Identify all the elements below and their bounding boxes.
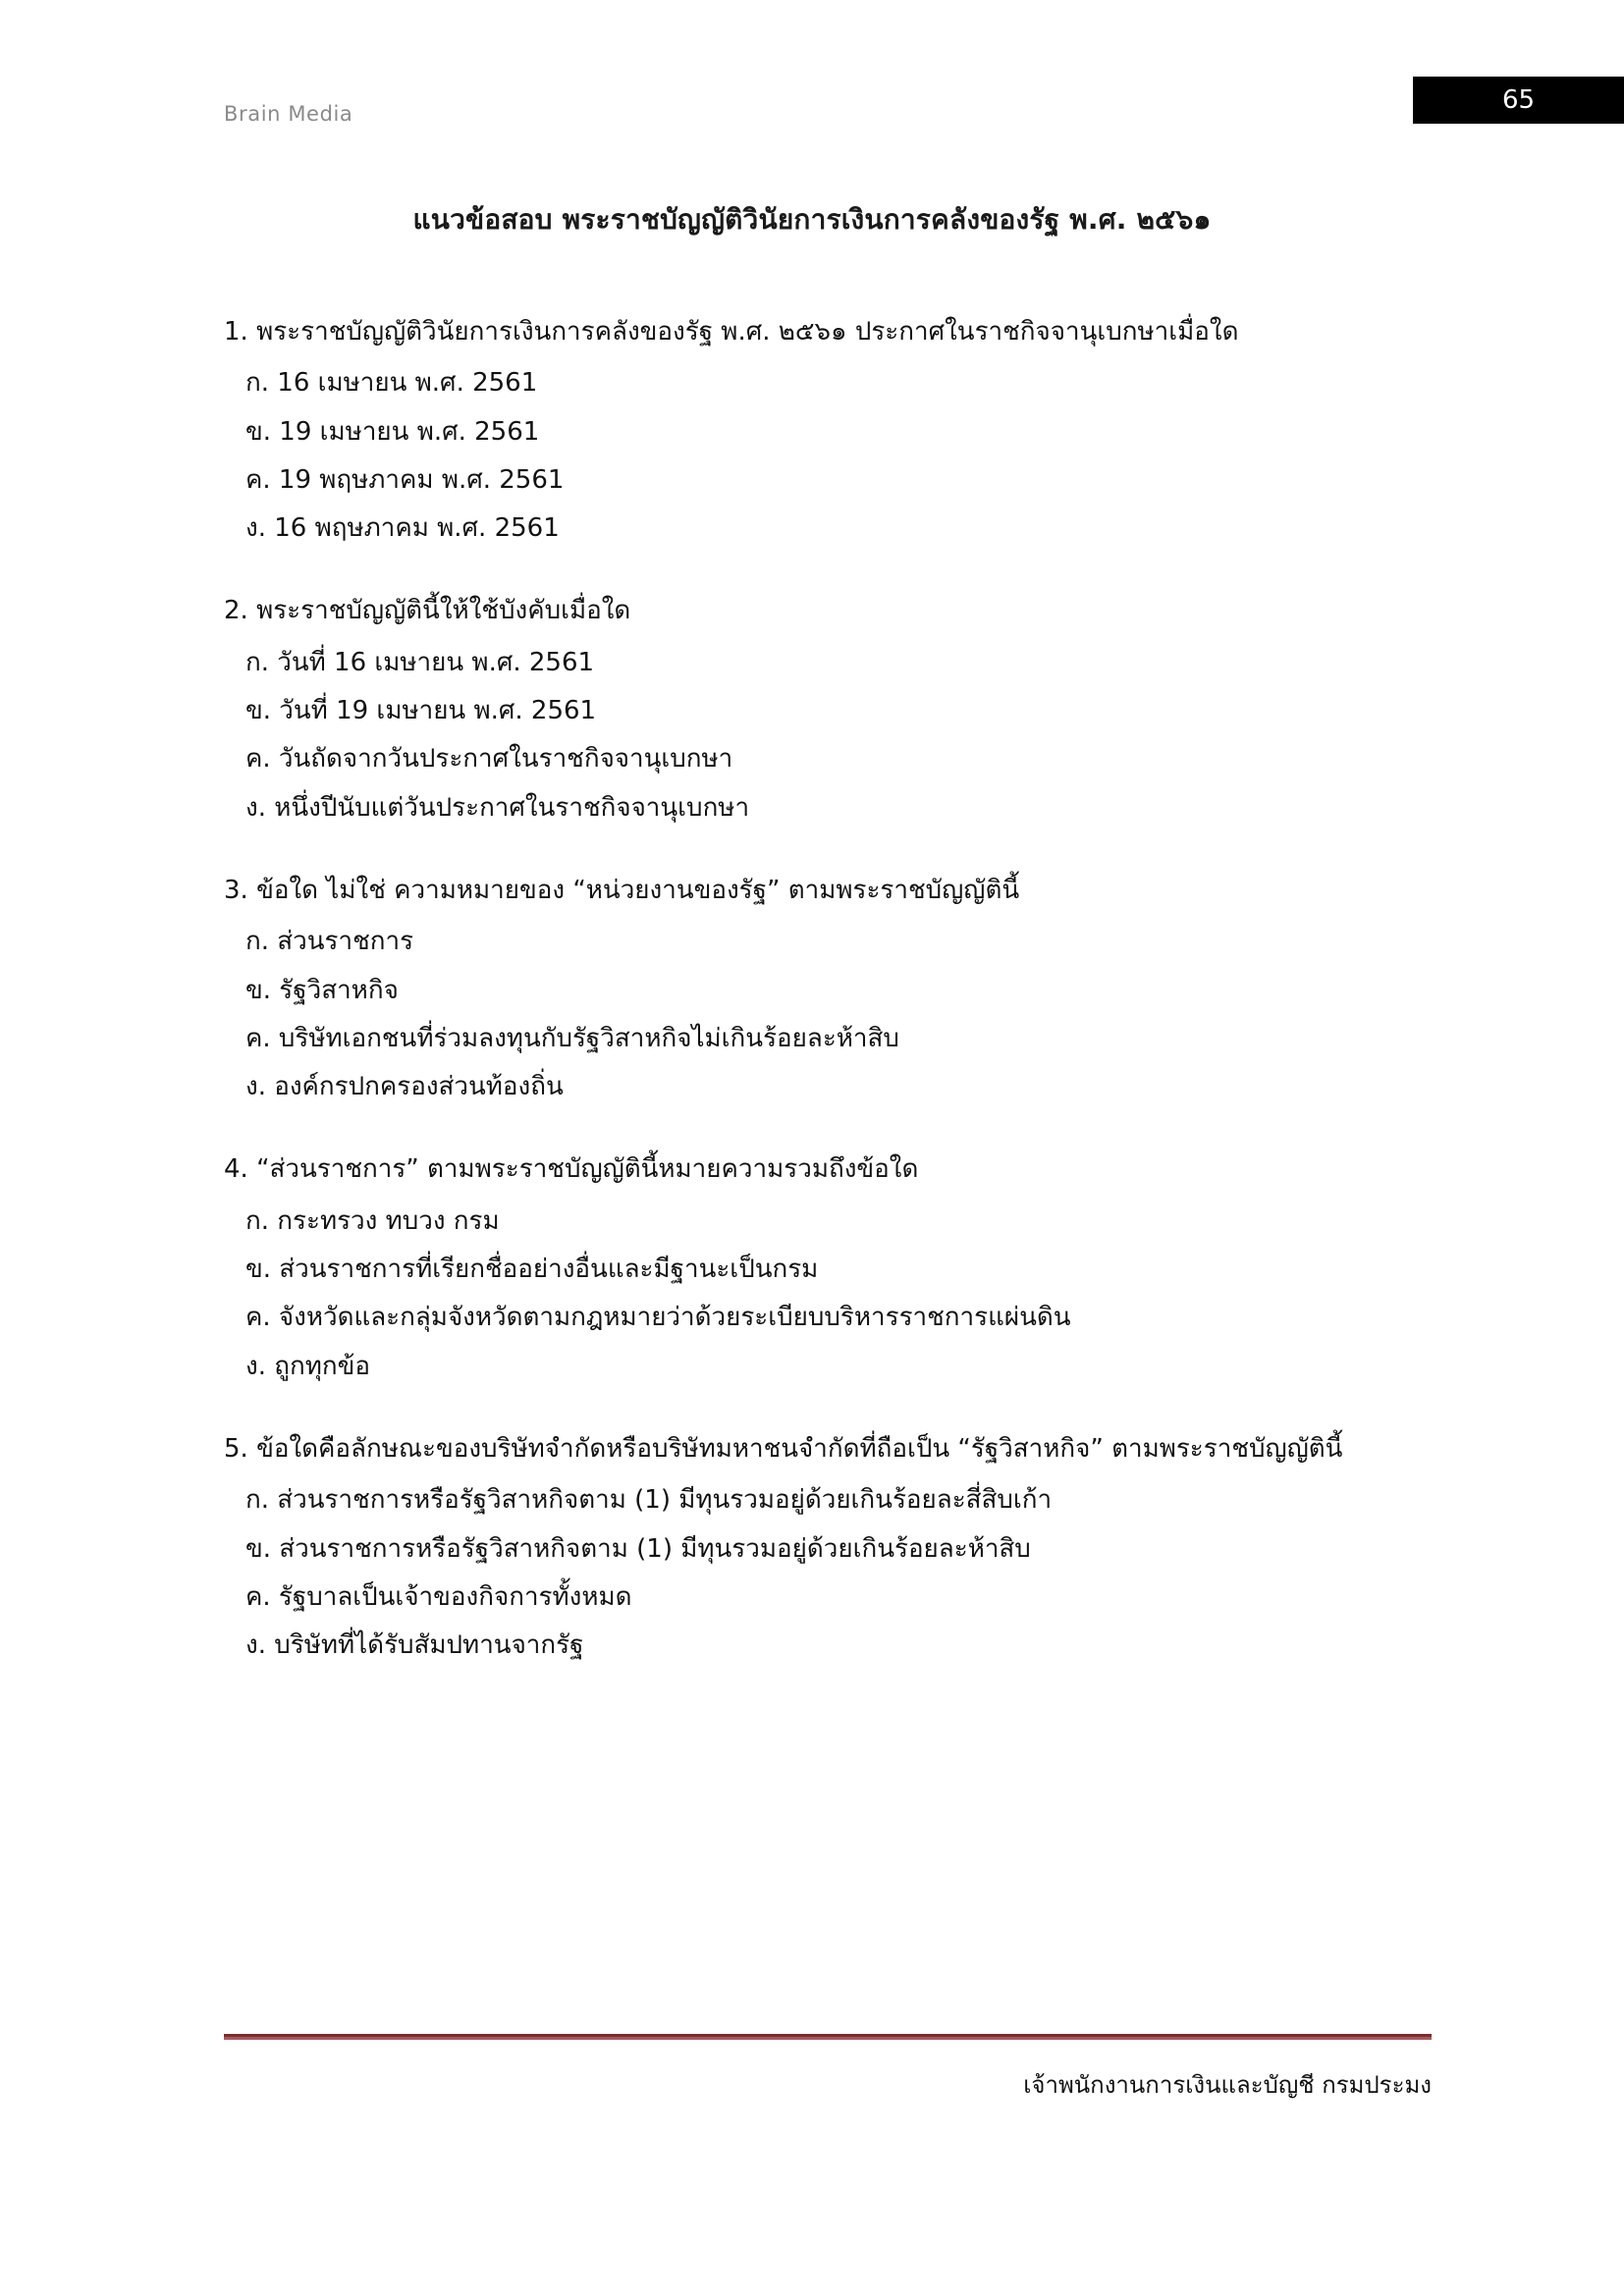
- question-choice: ข. วันที่ 19 เมษายน พ.ศ. 2561: [245, 696, 597, 726]
- question-stem: 2. พระราชบัญญัตินี้ให้ใช้บังคับเมื่อใด: [224, 596, 631, 626]
- questions-container: [224, 312, 1432, 1708]
- question-choice: ง. ถูกทุกข้อ: [245, 1351, 370, 1381]
- question-choice: ก. กระทรวง ทบวง กรม: [245, 1205, 500, 1236]
- question-stem: 3. ข้อใด ไม่ใช่ ความหมายของ “หน่วยงานของรัฐ” ตามพระราชบัญญัตินี้: [224, 875, 1020, 905]
- footer-divider: [224, 2034, 1432, 2040]
- question-choice: ข. 19 เมษายน พ.ศ. 2561: [245, 416, 540, 447]
- question-block: [224, 871, 1432, 1106]
- question-choice: ค. รัฐบาลเป็นเจ้าของกิจการทั้งหมด: [245, 1581, 632, 1612]
- question-block: [224, 591, 1432, 827]
- question-choice: ง. 16 พฤษภาคม พ.ศ. 2561: [245, 513, 560, 544]
- page-title: แนวข้อสอบ พระราชบัญญัติวินัยการเงินการคลังของรัฐ พ.ศ. ๒๕๖๑: [412, 203, 1212, 236]
- question-choice: ง. บริษัทที่ได้รับสัมปทานจากรัฐ: [245, 1630, 584, 1661]
- question-choice: ค. จังหวัดและกลุ่มจังหวัดตามกฎหมายว่าด้วยระเบียบบริหารราชการแผ่นดิน: [245, 1303, 1071, 1333]
- question-choice: ข. ส่วนราชการหรือรัฐวิสาหกิจตาม (1) มีทุนรวมอยู่ด้วยเกินร้อยละห้าสิบ: [245, 1533, 1031, 1564]
- page-number-text: 65: [1501, 85, 1536, 115]
- question-block: [224, 312, 1432, 548]
- page-number-badge: [1413, 77, 1624, 124]
- footer-label: เจ้าพนักงานการเงินและบัญชี กรมประมง: [1023, 2071, 1432, 2099]
- question-stem: 4. “ส่วนราชการ” ตามพระราชบัญญัตินี้หมายความรวมถึงข้อใด: [224, 1154, 919, 1185]
- question-choice: ค. 19 พฤษภาคม พ.ศ. 2561: [245, 464, 565, 495]
- question-choice: ก. ส่วนราชการหรือรัฐวิสาหกิจตาม (1) มีทุนรวมอยู่ด้วยเกินร้อยละสี่สิบเก้า: [245, 1485, 1053, 1516]
- question-choice: ข. รัฐวิสาหกิจ: [245, 975, 399, 1005]
- question-stem: 1. พระราชบัญญัติวินัยการเงินการคลังของรัฐ พ.ศ. ๒๕๖๑ ประกาศในราชกิจจานุเบกษาเมื่อใด: [224, 317, 1239, 347]
- question-choice: ก. ส่วนราชการ: [245, 927, 414, 957]
- question-choice: ค. วันถัดจากวันประกาศในราชกิจจานุเบกษา: [245, 744, 733, 774]
- brand-label: Brain Media: [224, 102, 353, 126]
- question-choice: ก. 16 เมษายน พ.ศ. 2561: [245, 368, 538, 399]
- question-stem: 5. ข้อใดคือลักษณะของบริษัทจำกัดหรือบริษัทมหาชนจำกัดที่ถือเป็น “รัฐวิสาหกิจ” ตามพระราชบัญญัตินี้: [224, 1433, 1343, 1464]
- question-choice: ง. องค์กรปกครองส่วนท้องถิ่น: [245, 1072, 564, 1102]
- question-block: [224, 1429, 1432, 1665]
- question-choice: ง. หนึ่งปีนับแต่วันประกาศในราชกิจจานุเบกษา: [245, 792, 750, 823]
- question-block: [224, 1149, 1432, 1385]
- question-choice: ข. ส่วนราชการที่เรียกชื่ออย่างอื่นและมีฐานะเป็นกรม: [245, 1255, 819, 1285]
- question-choice: ค. บริษัทเอกชนที่ร่วมลงทุนกับรัฐวิสาหกิจไม่เกินร้อยละห้าสิบ: [245, 1023, 899, 1053]
- question-choice: ก. วันที่ 16 เมษายน พ.ศ. 2561: [245, 647, 595, 677]
